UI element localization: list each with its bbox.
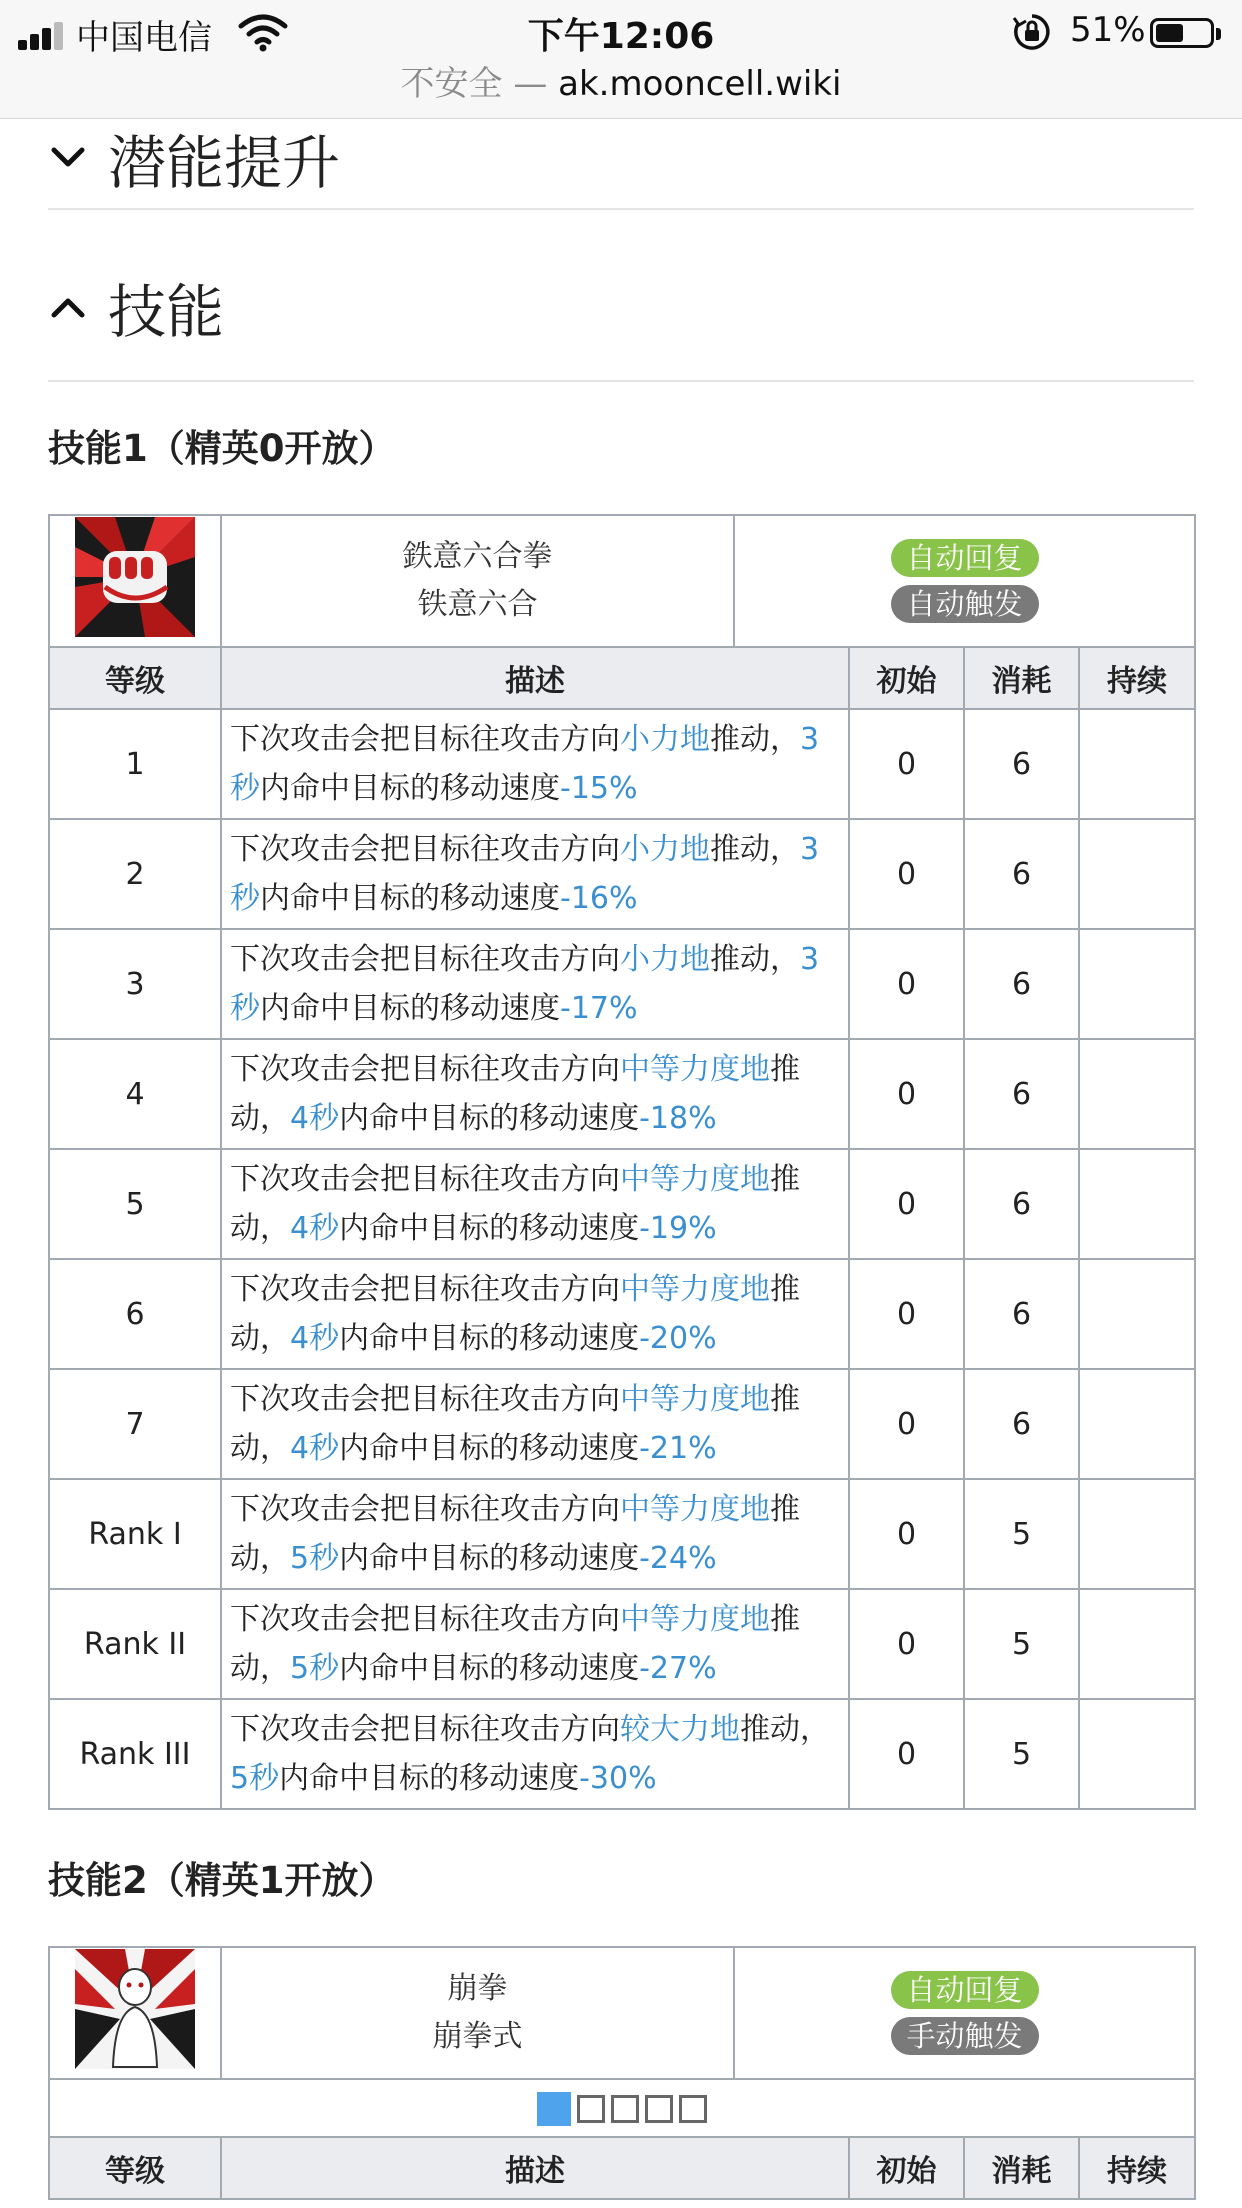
cost-cell: 6 xyxy=(964,1369,1079,1479)
red-silhouette-icon[interactable] xyxy=(75,1949,195,2069)
divider xyxy=(48,208,1194,210)
insecure-label: 不安全 — xyxy=(400,64,548,104)
column-header-cost: 消耗 xyxy=(964,647,1079,709)
table-row xyxy=(49,1369,1195,1479)
cost-cell: 6 xyxy=(964,1039,1079,1149)
pager-page-5-button[interactable] xyxy=(679,2095,707,2123)
table-row xyxy=(49,709,1195,819)
cost-cell: 6 xyxy=(964,709,1079,819)
level-pager xyxy=(49,2079,1195,2137)
level-cell: Rank I xyxy=(49,1479,221,1589)
description-cell: 下次攻击会把目标往攻击方向中等力度地推动，4秒内命中目标的移动速度-18% xyxy=(221,1039,849,1149)
description-cell: 下次攻击会把目标往攻击方向小力地推动，3秒内命中目标的移动速度-15% xyxy=(221,709,849,819)
rotation-lock-icon xyxy=(1012,12,1052,52)
skill2-pager-row xyxy=(49,2079,1195,2137)
skill1-recovery-badge: 自动回复 xyxy=(891,539,1039,577)
initial-cell: 0 xyxy=(849,1149,964,1259)
initial-cell: 0 xyxy=(849,1369,964,1479)
duration-cell xyxy=(1079,1589,1195,1699)
column-header-duration: 持续 xyxy=(1079,647,1195,709)
level-cell: Rank III xyxy=(49,1699,221,1809)
section-skills-toggle[interactable] xyxy=(48,262,1194,352)
table-row xyxy=(49,1149,1195,1259)
skill1-name: 鉄意六合拳 xyxy=(402,539,553,574)
battery-nub xyxy=(1216,28,1221,40)
level-cell: 1 xyxy=(49,709,221,819)
cost-cell: 6 xyxy=(964,1259,1079,1369)
pager-page-4-button[interactable] xyxy=(645,2095,673,2123)
red-fist-icon[interactable] xyxy=(75,517,195,637)
table-row xyxy=(49,1589,1195,1699)
column-header-desc: 描述 xyxy=(221,2137,849,2199)
column-header-level: 等级 xyxy=(49,2137,221,2199)
column-header-desc: 描述 xyxy=(221,647,849,709)
duration-cell xyxy=(1079,1039,1195,1149)
level-cell: 3 xyxy=(49,929,221,1039)
column-header-cost: 消耗 xyxy=(964,2137,1079,2199)
skill2-table xyxy=(48,1946,1196,2200)
skill1-column-header-row xyxy=(49,647,1195,709)
pager-page-1-button[interactable] xyxy=(537,2092,571,2126)
initial-cell: 0 xyxy=(849,819,964,929)
duration-cell xyxy=(1079,1479,1195,1589)
level-cell: 2 xyxy=(49,819,221,929)
skill1-table xyxy=(48,514,1196,1810)
initial-cell: 0 xyxy=(849,1259,964,1369)
initial-cell: 0 xyxy=(849,709,964,819)
initial-cell: 0 xyxy=(849,1589,964,1699)
level-cell: 7 xyxy=(49,1369,221,1479)
duration-cell xyxy=(1079,819,1195,929)
url-host: ak.mooncell.wiki xyxy=(558,64,842,104)
skill2-column-header-row xyxy=(49,2137,1195,2199)
skill1-badge-cell xyxy=(734,515,1195,647)
column-header-initial: 初始 xyxy=(849,2137,964,2199)
cost-cell: 6 xyxy=(964,929,1079,1039)
address-bar[interactable] xyxy=(0,56,1242,105)
initial-cell: 0 xyxy=(849,1699,964,1809)
table-row xyxy=(49,819,1195,929)
chevron-down-icon xyxy=(48,138,88,178)
duration-cell xyxy=(1079,1259,1195,1369)
level-cell: 6 xyxy=(49,1259,221,1369)
pager-page-3-button[interactable] xyxy=(611,2095,639,2123)
skill2-header-row xyxy=(49,1947,1195,2079)
battery-percentage: 51% xyxy=(1070,10,1146,50)
skill2-name-cell xyxy=(221,1947,734,2079)
skill2-trigger-badge: 手动触发 xyxy=(891,2017,1039,2055)
duration-cell xyxy=(1079,709,1195,819)
initial-cell: 0 xyxy=(849,929,964,1039)
cost-cell: 5 xyxy=(964,1589,1079,1699)
cost-cell: 5 xyxy=(964,1479,1079,1589)
battery-icon xyxy=(1150,18,1214,48)
skill1-name-cell xyxy=(221,515,734,647)
table-row xyxy=(49,1479,1195,1589)
initial-cell: 0 xyxy=(849,1039,964,1149)
description-cell: 下次攻击会把目标往攻击方向中等力度地推动，4秒内命中目标的移动速度-21% xyxy=(221,1369,849,1479)
description-cell: 下次攻击会把目标往攻击方向中等力度地推动，5秒内命中目标的移动速度-27% xyxy=(221,1589,849,1699)
duration-cell xyxy=(1079,929,1195,1039)
column-header-initial: 初始 xyxy=(849,647,964,709)
clock: 下午12:06 xyxy=(527,16,715,57)
cost-cell: 5 xyxy=(964,1699,1079,1809)
skill2-badge-cell xyxy=(734,1947,1195,2079)
pager-page-2-button[interactable] xyxy=(577,2095,605,2123)
description-cell: 下次攻击会把目标往攻击方向中等力度地推动，4秒内命中目标的移动速度-19% xyxy=(221,1149,849,1259)
section-potential-toggle[interactable] xyxy=(48,114,1194,202)
duration-cell xyxy=(1079,1149,1195,1259)
description-cell: 下次攻击会把目标往攻击方向小力地推动，3秒内命中目标的移动速度-17% xyxy=(221,929,849,1039)
level-cell: 5 xyxy=(49,1149,221,1259)
skill2-recovery-badge: 自动回复 xyxy=(891,1971,1039,2009)
table-row xyxy=(49,1699,1195,1809)
skill1-icon-cell xyxy=(49,515,221,647)
level-cell: 4 xyxy=(49,1039,221,1149)
column-header-level: 等级 xyxy=(49,647,221,709)
cost-cell: 6 xyxy=(964,1149,1079,1259)
skill2-name: 崩拳 xyxy=(447,1971,508,2006)
level-cell: Rank II xyxy=(49,1589,221,1699)
description-cell: 下次攻击会把目标往攻击方向中等力度地推动，4秒内命中目标的移动速度-20% xyxy=(221,1259,849,1369)
skill2-icon-cell xyxy=(49,1947,221,2079)
section-title-skills: 技能 xyxy=(108,278,225,346)
skill1-header-row xyxy=(49,515,1195,647)
section-title-potential: 潜能提升 xyxy=(108,129,341,197)
skill1-subname: 铁意六合 xyxy=(417,587,538,622)
duration-cell xyxy=(1079,1699,1195,1809)
carrier-name: 中国电信 xyxy=(76,18,212,58)
initial-cell: 0 xyxy=(849,1479,964,1589)
description-cell: 下次攻击会把目标往攻击方向小力地推动，3秒内命中目标的移动速度-16% xyxy=(221,819,849,929)
table-row xyxy=(49,1039,1195,1149)
description-cell: 下次攻击会把目标往攻击方向中等力度地推动，5秒内命中目标的移动速度-24% xyxy=(221,1479,849,1589)
description-cell: 下次攻击会把目标往攻击方向较大力地推动，5秒内命中目标的移动速度-30% xyxy=(221,1699,849,1809)
divider xyxy=(48,380,1194,382)
skill2-subname: 崩拳式 xyxy=(432,2019,523,2054)
skill2-heading: 技能2（精英1开放） xyxy=(48,1859,396,1902)
status-bar xyxy=(0,0,1242,119)
duration-cell xyxy=(1079,1369,1195,1479)
page-content xyxy=(48,118,1194,2200)
table-row xyxy=(49,929,1195,1039)
skill1-trigger-badge: 自动触发 xyxy=(891,585,1039,623)
chevron-up-icon xyxy=(48,287,88,327)
cost-cell: 6 xyxy=(964,819,1079,929)
column-header-duration: 持续 xyxy=(1079,2137,1195,2199)
table-row xyxy=(49,1259,1195,1369)
skill1-heading: 技能1（精英0开放） xyxy=(48,427,396,470)
